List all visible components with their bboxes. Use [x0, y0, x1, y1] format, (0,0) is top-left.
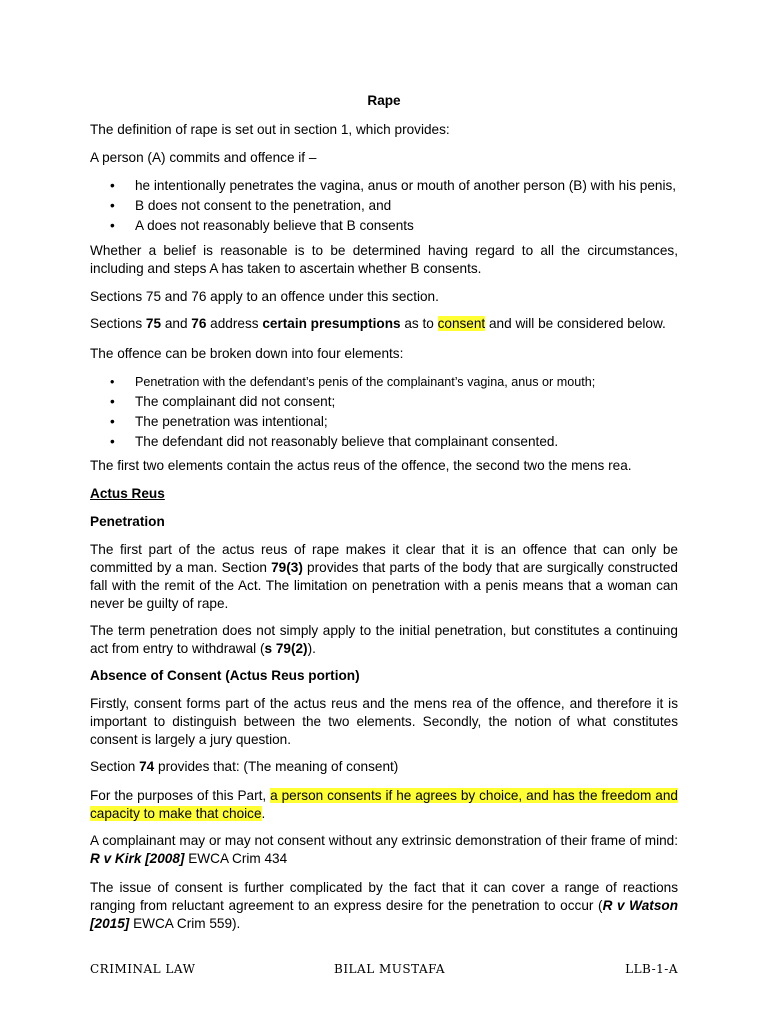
case-citation: R v Watson [2015]	[90, 898, 678, 931]
list-item: • A does not reasonably believe that B consents	[90, 216, 678, 236]
section-ref: 75	[145, 316, 162, 331]
heading-actus-reus: Actus Reus	[90, 486, 165, 501]
footer-class: LLB-1-A	[625, 962, 678, 976]
list-item: • The complainant did not consent;	[90, 392, 678, 412]
footer-author: BILAL MUSTAFA	[334, 962, 446, 976]
heading-penetration: Penetration	[90, 514, 165, 529]
page-footer	[90, 962, 678, 980]
sections-apply-paragraph: Sections 75 and 76 apply to an offence under this section.	[90, 289, 439, 304]
page-title: Rape	[367, 93, 401, 108]
section-ref: 76	[191, 316, 207, 331]
offence-bullet-list	[90, 176, 678, 236]
case-citation: R v Kirk [2008]	[90, 851, 185, 866]
list-item: • The penetration was intentional;	[90, 412, 678, 432]
elements-summary: The first two elements contain the actus reus of the offence, the second two the mens rea.	[90, 458, 632, 473]
presumptions-paragraph: Sections 75 and 76 address certain presumptions as to consent and will be considered below.	[90, 316, 666, 331]
footer-course: CRIMINAL LAW	[90, 962, 196, 976]
highlighted-text: consent	[437, 316, 486, 331]
offence-lead: A person (A) commits and offence if –	[90, 150, 317, 165]
list-item: • Penetration with the defendant’s penis of the complainant’s vagina, anus or mouth;	[90, 372, 678, 392]
heading-absence-of-consent: Absence of Consent (Actus Reus portion)	[90, 668, 360, 683]
watson-paragraph: The issue of consent is further complicated by the fact that it can cover a range of reactions ranging from reluctant agreement to an express desire for the penetration to occur (R v Watson [2015] EWCA Crim 559).	[90, 880, 678, 931]
list-item: • he intentionally penetrates the vagina, anus or mouth of another person (B) with his penis,	[90, 176, 678, 196]
belief-paragraph: Whether a belief is reasonable is to be determined having regard to all the circumstances, including and steps A has taken to ascertain whether B consents.	[90, 243, 678, 276]
penetration-paragraph: The first part of the actus reus of rape makes it clear that it is an offence that can only be committed by a man. Section 79(3) provides that parts of the body that are surgically constructed fall with the remit of the Act. The limitation on penetration with a penis means that a woman can never be guilty of rape.	[90, 542, 678, 611]
section-ref: 79(3)	[271, 560, 303, 575]
intro-paragraph: The definition of rape is set out in section 1, which provides:	[90, 122, 450, 137]
kirk-paragraph: A complainant may or may not consent without any extrinsic demonstration of their frame of mind: R v Kirk [2008] EWCA Crim 434	[90, 833, 678, 866]
elements-bullet-list	[90, 372, 678, 452]
term-paragraph: The term penetration does not simply apply to the initial penetration, but constitutes a continuing act from entry to withdrawal (s 79(2)).	[90, 623, 678, 656]
list-item: • The defendant did not reasonably believe that complainant consented.	[90, 432, 678, 452]
highlighted-text: a person consents if he agrees by choice, and has the freedom and capacity to make that choice	[90, 788, 678, 821]
firstly-paragraph: Firstly, consent forms part of the actus reus and the mens rea of the offence, and therefore it is important to distinguish between the two elements. Secondly, the notion of what constitutes consent is largely a jury question.	[90, 696, 678, 747]
section-ref: 74	[139, 759, 155, 774]
list-item: • B does not consent to the penetration, and	[90, 196, 678, 216]
purposes-paragraph: For the purposes of this Part, a person consents if he agrees by choice, and has the freedom and capacity to make that choice.	[90, 788, 678, 821]
bold-phrase: certain presumptions	[262, 316, 401, 331]
elements-lead: The offence can be broken down into four elements:	[90, 346, 404, 361]
section-74-paragraph: Section 74 provides that: (The meaning of consent)	[90, 759, 399, 774]
section-ref: s 79(2)	[264, 641, 308, 656]
